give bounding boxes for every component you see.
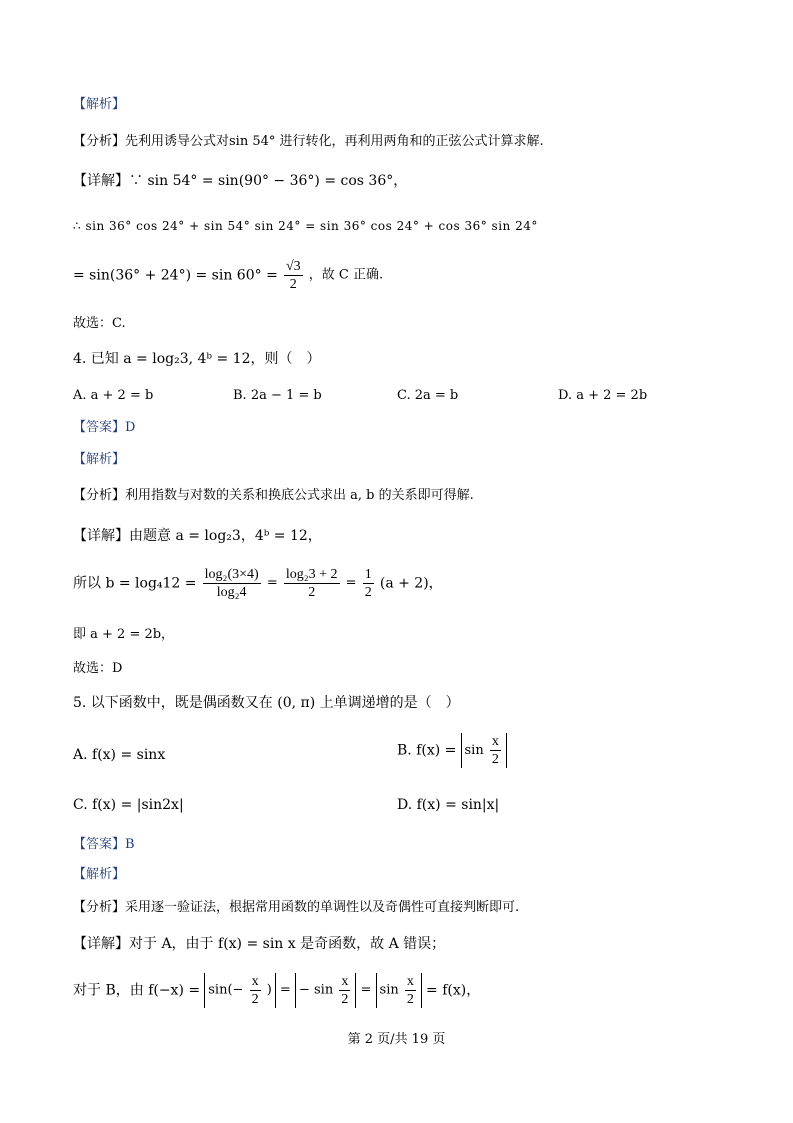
denominator: 2 [406, 992, 414, 1007]
q4-option-d: D. a + 2 = 2b [558, 388, 648, 403]
choose-d: 故选：D [73, 661, 123, 676]
analysis-5-text: 【分析】采用逐一验证法，根据常用函数的单调性以及奇偶性可直接判断即可. [73, 900, 520, 915]
sin-text: sin [379, 982, 399, 998]
abs-group-1 [204, 973, 276, 1008]
denominator: 2 [364, 585, 372, 600]
equation-result-end: ，故 C 正确. [308, 267, 384, 283]
close-paren: ) [266, 982, 272, 998]
fraction-x-over-2 [405, 973, 416, 1008]
denominator: 2 [308, 585, 316, 600]
q4-option-b: B. 2a − 1 = b [233, 388, 322, 403]
analysis-label: 【解析】 [73, 97, 126, 112]
answer-4: 【答案】D [73, 420, 136, 435]
fraction-x-over-2 [490, 733, 501, 768]
denominator: 2 [341, 992, 349, 1007]
abs-group-3 [376, 973, 422, 1008]
analysis-4-label: 【解析】 [73, 452, 126, 467]
fraction-log-3x4 [203, 566, 261, 601]
q5-option-c: C. f(x) = |sin2x| [73, 797, 184, 813]
log-eq-end: (a + 2)， [379, 575, 443, 592]
numerator: 1 [364, 567, 372, 582]
numerator: log₂3 + 2 [285, 567, 338, 582]
analysis-text: 【分析】先利用诱导公式对sin 54° 进行转化，再利用两角和的正弦公式计算求解. [73, 134, 544, 149]
q5-option-b [397, 733, 507, 775]
numerator: x [341, 974, 349, 989]
analysis-5-label: 【解析】 [73, 867, 126, 882]
sin-text: sin [464, 743, 484, 758]
equals: = [345, 575, 357, 591]
denominator: 2 [289, 277, 297, 292]
numerator: √3 [285, 259, 301, 274]
q5-option-d: D. f(x) = sin|x| [397, 797, 500, 813]
numerator: x [406, 974, 414, 989]
denominator: log₂4 [216, 585, 247, 600]
denominator: 2 [251, 992, 259, 1007]
line-end: = f(x)， [426, 982, 481, 999]
line-start: 对于 B，由 f(−x) = [73, 982, 201, 999]
fraction-log3-plus-2 [284, 566, 340, 601]
q4-option-c: C. 2a = b [397, 388, 459, 403]
detail-4-text: 【详解】由题意 a = log₂3，4ᵇ = 12， [73, 528, 322, 544]
fraction-one-half [363, 566, 374, 601]
numerator: log₂(3×4) [204, 567, 259, 582]
answer-5: 【答案】B [73, 837, 135, 852]
question-4: 4. 已知 a = log₂3, 4ᵇ = 12，则（ ） [73, 351, 321, 367]
detail-text: 【详解】∵ sin 54° = sin(90° − 36°) = cos 36°， [73, 173, 408, 189]
fraction-x-over-2 [250, 973, 261, 1008]
neg-sin: − sin [298, 982, 334, 998]
even-function-line [73, 973, 480, 1017]
equals: = [360, 982, 372, 998]
equation-result-line [73, 258, 383, 298]
log-equation-line [73, 566, 443, 610]
analysis-4-text: 【分析】利用指数与对数的关系和换底公式求出 a, b 的关系即可得解. [73, 488, 474, 503]
q5-option-a: A. f(x) = sinx [73, 747, 166, 763]
fraction-x-over-2 [339, 973, 350, 1008]
equals: = [279, 982, 291, 998]
choose-c: 故选：C. [73, 316, 126, 331]
q4-option-a: A. a + 2 = b [73, 388, 154, 403]
equation-result-start: = sin(36° + 24°) = sin 60° = [73, 267, 278, 284]
numerator: x [251, 974, 259, 989]
denominator: 2 [491, 752, 499, 767]
equals: = [266, 575, 278, 591]
fraction-sqrt3-over-2 [284, 258, 303, 293]
detail-5-text: 【详解】对于 A，由于 f(x) = sin x 是奇函数，故 A 错误； [73, 936, 446, 952]
abs-value-bars [461, 733, 507, 768]
page-footer: 第 2 页/共 19 页 [347, 1032, 446, 1047]
conclusion-4: 即 a + 2 = 2b， [73, 627, 175, 642]
question-5: 5. 以下函数中，既是偶函数又在 (0, π) 上单调递增的是（ ） [73, 695, 460, 711]
q5b-prefix: B. f(x) = [397, 742, 457, 759]
log-eq-start: 所以 b = log₄12 = [73, 575, 197, 592]
equation-line: ∴ sin 36° cos 24° + sin 54° sin 24° = sin 36° cos 24° + cos 36° sin 24° [73, 219, 538, 233]
sin-neg: sin(− [208, 982, 244, 998]
numerator: x [491, 734, 499, 749]
abs-group-2 [295, 973, 356, 1008]
